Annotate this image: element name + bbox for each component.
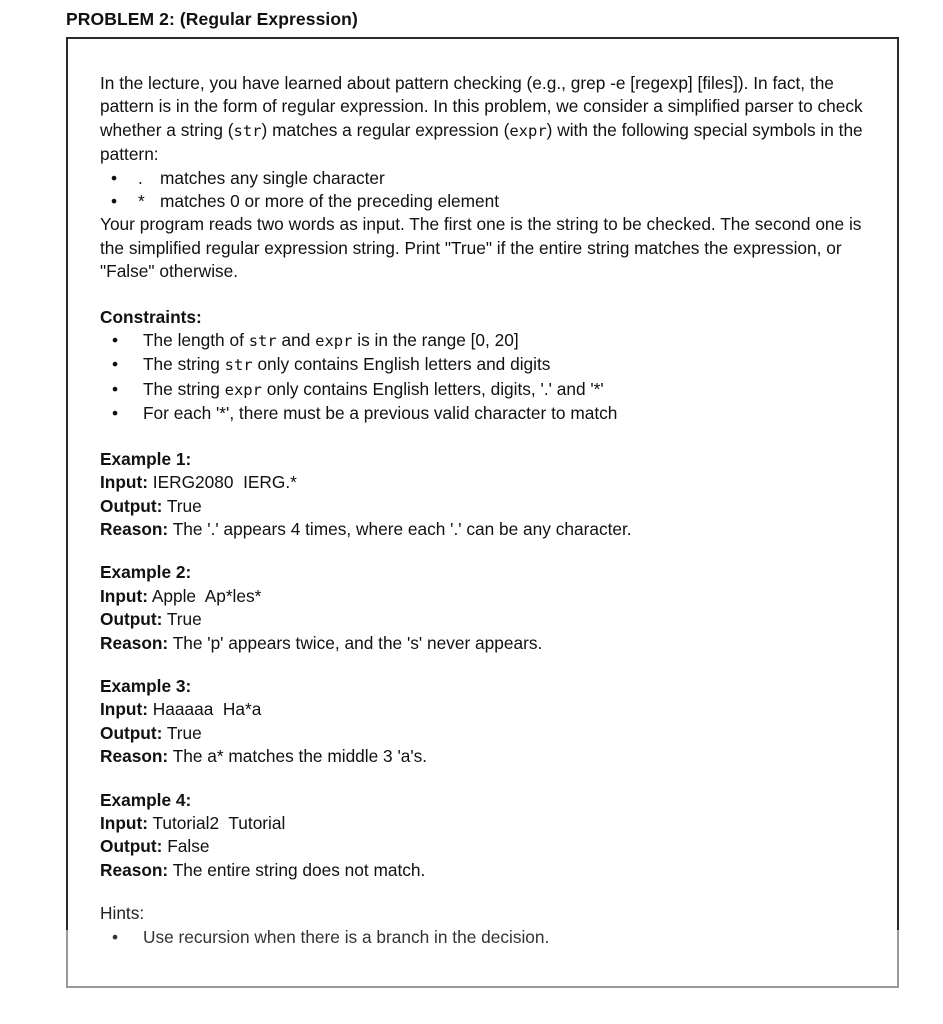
hints-list: [100, 926, 890, 949]
constraint-item: • The length of str and expr is in the range [0, 20]: [100, 329, 890, 353]
bullet-icon: •: [112, 926, 119, 947]
inline-code-expr: expr: [224, 380, 262, 399]
intro-paragraph: In the lecture, you have learned about pattern checking (e.g., grep -e [regexp] [files]). In fact, the pattern is in the form of regular expression. In this problem, we consider a simplified parser to check whether a string (str) matches a regular expression (expr) with the following special symbols in the pattern:: [100, 73, 863, 165]
constraint-item: • For each '*', there must be a previous valid character to match: [100, 402, 890, 425]
example-input: Input: IERG2080 IERG.*: [100, 472, 297, 493]
program-description: Your program reads two words as input. The first one is the string to be checked. The second one is the simplified regular expression string. Print "True" if the entire string matches the expression, or "False" otherwise.: [100, 214, 862, 282]
example-heading: Example 4:: [100, 789, 192, 810]
constraints-list: [100, 329, 890, 426]
problem-title: PROBLEM 2: (Regular Expression): [66, 9, 358, 29]
example-heading: Example 3:: [100, 675, 192, 696]
example-block: [100, 561, 890, 655]
example-block: [100, 789, 890, 883]
example-output: Output: True: [100, 722, 202, 743]
example-block: [100, 448, 890, 542]
example-output: Output: False: [100, 836, 210, 857]
example-reason: Reason: The '.' appears 4 times, where each '.' can be any character.: [100, 518, 632, 539]
example-heading: Example 2:: [100, 562, 192, 583]
inline-code-expr: expr: [315, 332, 353, 351]
example-input: Input: Tutorial2 Tutorial: [100, 812, 286, 833]
bullet-icon: •: [111, 191, 118, 212]
symbol-item: [100, 190, 890, 213]
inline-code-str: str: [224, 356, 253, 375]
example-heading: Example 1:: [100, 448, 192, 469]
bullet-icon: •: [111, 167, 118, 188]
example-input: Input: Apple Ap*les*: [100, 585, 262, 606]
inline-code-str: str: [233, 121, 262, 140]
constraint-item: • The string expr only contains English letters, digits, '.' and '*': [100, 378, 890, 402]
symbol-list: [100, 167, 890, 214]
inline-code-expr: expr: [509, 121, 547, 140]
example-input: Input: Haaaaa Ha*a: [100, 699, 262, 720]
example-reason: Reason: The entire string does not match.: [100, 859, 426, 880]
problem-body: [100, 72, 890, 949]
symbol-desc: matches 0 or more of the preceding element: [160, 191, 500, 212]
constraint-item: • The string str only contains English letters and digits: [100, 353, 890, 377]
symbol-desc: matches any single character: [160, 167, 385, 188]
bullet-icon: •: [112, 354, 119, 375]
symbol-item: [100, 167, 890, 190]
constraints-heading: Constraints:: [100, 306, 202, 327]
bullet-icon: •: [112, 403, 119, 424]
symbol-char: .: [138, 167, 143, 188]
example-output: Output: True: [100, 495, 202, 516]
example-block: [100, 675, 890, 769]
example-reason: Reason: The 'p' appears twice, and the 's' never appears.: [100, 632, 543, 653]
example-output: Output: True: [100, 609, 202, 630]
hint-item: • Use recursion when there is a branch in the decision.: [100, 926, 890, 949]
inline-code-str: str: [248, 332, 277, 351]
symbol-char: *: [138, 191, 145, 212]
hints-block: [100, 902, 890, 949]
bullet-icon: •: [112, 378, 119, 399]
example-reason: Reason: The a* matches the middle 3 'a's.: [100, 746, 428, 767]
hints-heading: Hints:: [100, 903, 145, 924]
bullet-icon: •: [112, 330, 119, 351]
